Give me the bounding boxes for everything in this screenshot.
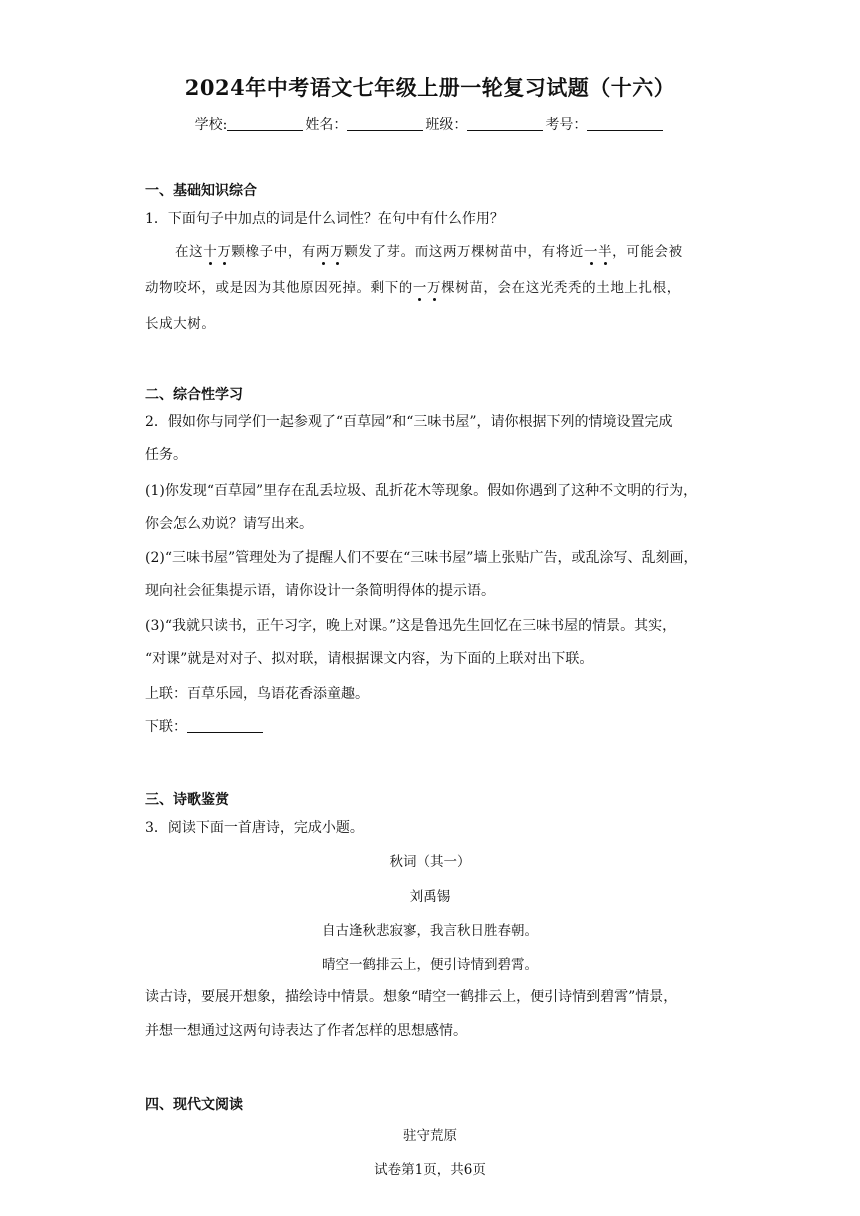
- poem-line-2: 晴空一鹤排云上，便引诗情到碧霄。: [322, 957, 538, 973]
- question-3: 3．阅读下面一首唐诗，完成小题。: [145, 820, 364, 836]
- question-1: 1．下面句子中加点的词是什么词性？在句中有什么作用？: [145, 211, 504, 227]
- dotted-word: 万: [330, 244, 345, 260]
- subquestion-3-line-2: “对课”就是对对子、拟对联，请根据课文内容，为下面的上联对出下联。: [145, 651, 594, 667]
- subquestion-1-line-1: (1)你发现“百草园”里存在乱丢垃圾、乱折花木等现象。假如你遇到了这种不文明的行为，: [145, 483, 698, 499]
- school-label: 学校:: [194, 117, 228, 133]
- section-heading-3: 三、诗歌鉴赏: [145, 792, 229, 808]
- passage-line-3: 长成大树。: [145, 316, 216, 332]
- lower-couplet: [145, 716, 263, 736]
- question-2-line-2: 任务。: [145, 447, 187, 463]
- page-title: 2024年中考语文七年级上册一轮复习试题（十六）: [184, 75, 676, 100]
- school-field[interactable]: [227, 116, 303, 131]
- dotted-word: 万: [217, 244, 232, 260]
- passage-line-1: 在这十万颗橡子中，有两万颗发了芽。而这两万棵树苗中，有将近一半，可能会被: [175, 244, 683, 260]
- lower-couplet-label: 下联：: [145, 719, 187, 735]
- poem-line-1: 自古逢秋悲寂寥，我言秋日胜春朝。: [322, 923, 538, 939]
- article-title: 驻守荒原: [403, 1128, 457, 1144]
- section-heading-4: 四、现代文阅读: [145, 1097, 243, 1113]
- dotted-word: 一: [583, 244, 599, 260]
- subquestion-1-line-2: 你会怎么劝说？请写出来。: [145, 516, 313, 532]
- subquestion-2-line-2: 现向社会征集提示语，请你设计一条简明得体的提示语。: [145, 583, 495, 599]
- student-info-line: [0, 114, 860, 134]
- dotted-word: 十: [203, 244, 218, 260]
- dotted-word: 一: [412, 280, 428, 296]
- dotted-word: 两: [316, 244, 331, 260]
- upper-couplet: 上联：百草乐园，鸟语花香添童趣。: [145, 686, 369, 702]
- question-2-line-1: 2．假如你与同学们一起参观了“百草园”和“三味书屋”，请你根据下列的情境设置完成: [145, 414, 673, 430]
- section-heading-2: 二、综合性学习: [145, 387, 243, 403]
- name-label: 姓名：: [305, 117, 348, 133]
- passage-line-2: 动物咬坏，或是因为其他原因死掉。剩下的一万棵树苗，会在这光秃秃的土地上扎根，: [145, 280, 681, 296]
- lower-couplet-blank[interactable]: [187, 718, 263, 733]
- subquestion-3-line-1: (3)“我就只读书，正午习字，晚上对课。”这是鲁迅先生回忆在三味书屋的情景。其实，: [145, 618, 677, 634]
- poem-task-line-2: 并想一想通过这两句诗表达了作者怎样的思想感情。: [145, 1023, 467, 1039]
- subquestion-2-line-1: (2)“三味书屋”管理处为了提醒人们不要在“三味书屋”墙上张贴广告，或乱涂写、乱刻画，: [145, 550, 698, 566]
- section-heading-1: 一、基础知识综合: [145, 183, 257, 199]
- class-field[interactable]: [467, 116, 543, 131]
- number-label: 考号：: [545, 117, 588, 133]
- name-field[interactable]: [347, 116, 423, 131]
- dotted-word: 万: [427, 280, 442, 296]
- number-field[interactable]: [587, 116, 663, 131]
- poem-title: 秋词（其一）: [389, 854, 471, 870]
- poem-author: 刘禹锡: [409, 889, 451, 905]
- class-label: 班级：: [425, 117, 468, 133]
- poem-task-line-1: 读古诗，要展开想象，描绘诗中情景。想象“晴空一鹤排云上，便引诗情到碧霄”情景，: [145, 989, 678, 1005]
- page-footer: 试卷第1页，共6页: [374, 1162, 486, 1178]
- dotted-word: 半: [598, 244, 613, 260]
